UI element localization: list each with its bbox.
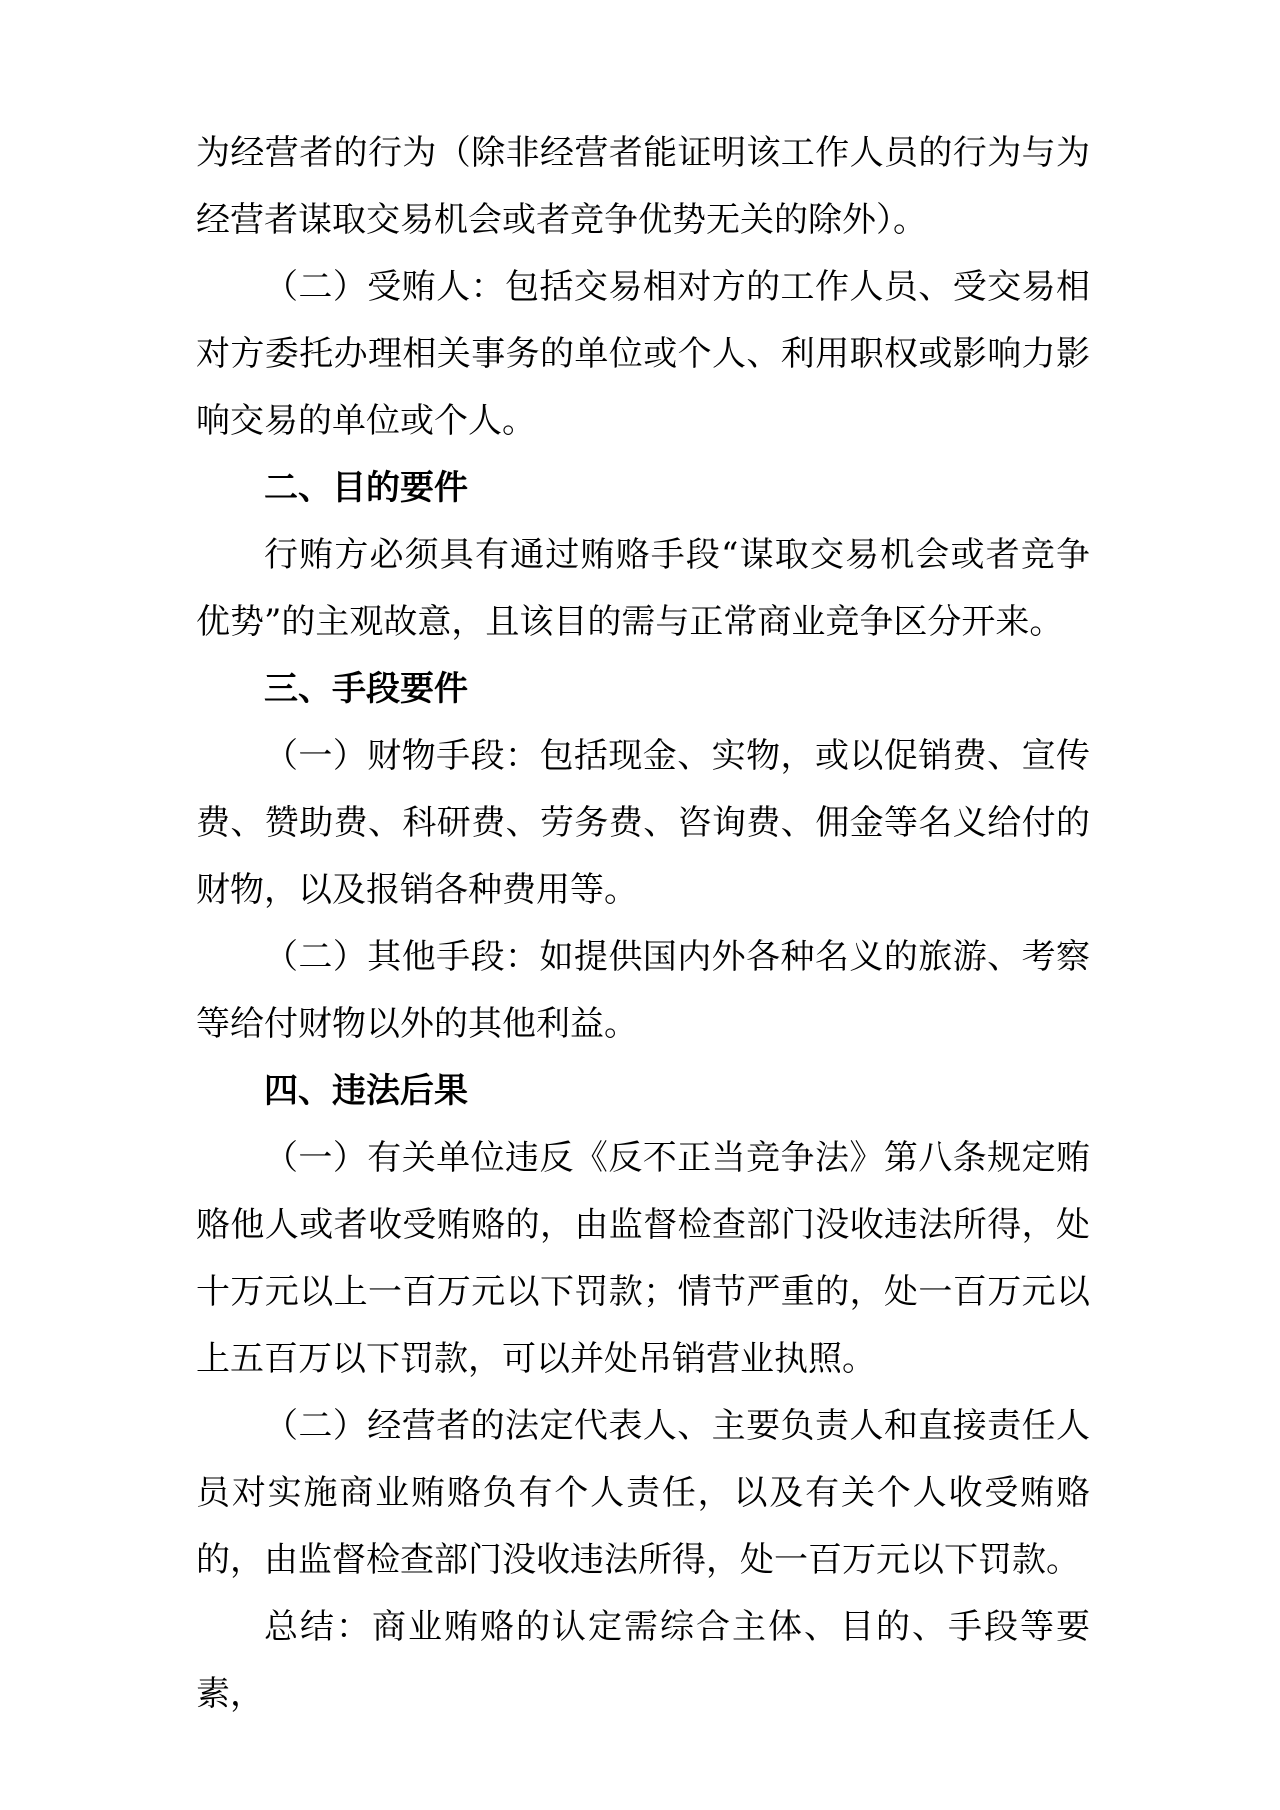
body-paragraph: 总结：商业贿赂的认定需综合主体、目的、手段等要素， [196, 1607, 1090, 1714]
body-paragraph: （二）经营者的法定代表人、主要负责人和直接责任人员对实施商业贿赂负有个人责任，以及有关个人收受贿赂的，由监督检查部门没收违法所得，处一百万元以下罚款。 [196, 1406, 1090, 1580]
body-paragraph: （二）受贿人：包括交易相对方的工作人员、受交易相对方委托办理相关事务的单位或个人、利用职权或影响力影响交易的单位或个人。 [196, 267, 1090, 441]
body-paragraph: （一）有关单位违反《反不正当竞争法》第八条规定贿赂他人或者收受贿赂的，由监督检查部门没收违法所得，处十万元以上一百万元以下罚款；情节严重的，处一百万元以上五百万以下罚款，可以并处吊销营业执照。 [196, 1138, 1090, 1379]
section-heading: 四、违法后果 [264, 1071, 468, 1111]
section-heading: 三、手段要件 [264, 669, 468, 709]
body-paragraph: 行贿方必须具有通过贿赂手段“谋取交易机会或者竞争优势”的主观故意，且该目的需与正常商业竞争区分开来。 [196, 535, 1090, 642]
document-content [196, 120, 1090, 1728]
section-heading: 二、目的要件 [264, 468, 468, 508]
body-paragraph: 为经营者的行为（除非经营者能证明该工作人员的行为与为经营者谋取交易机会或者竞争优势无关的除外）。 [196, 133, 1090, 240]
body-paragraph: （二）其他手段：如提供国内外各种名义的旅游、考察等给付财物以外的其他利益。 [196, 937, 1090, 1044]
body-paragraph: （一）财物手段：包括现金、实物，或以促销费、宣传费、赞助费、科研费、劳务费、咨询费、佣金等名义给付的财物，以及报销各种费用等。 [196, 736, 1090, 910]
